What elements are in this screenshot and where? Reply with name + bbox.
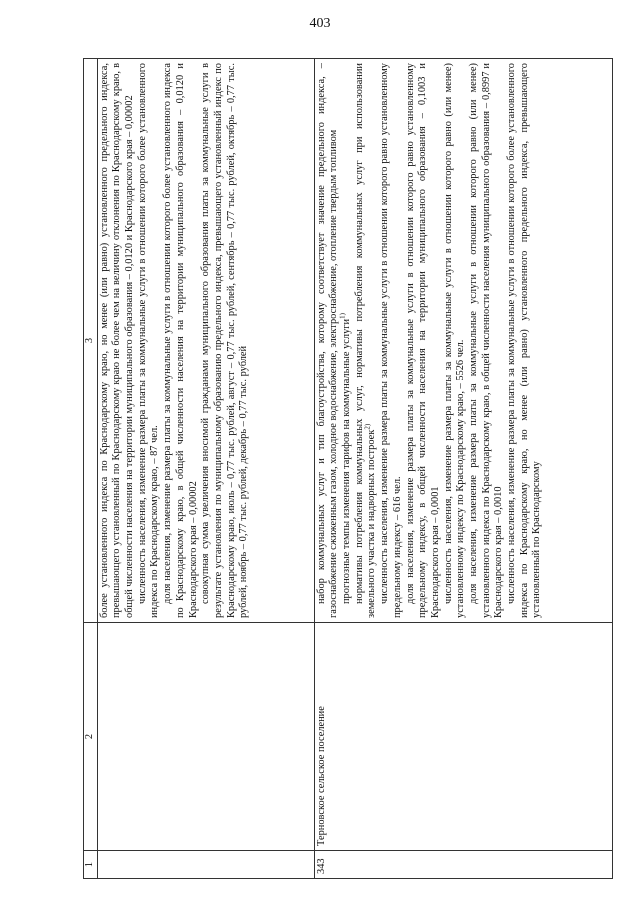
description-cell	[97, 59, 314, 623]
municipality-cell	[97, 623, 314, 851]
paragraph: совокупная сумма увеличения вносимой гражданами муниципального образования платы за коммунальные услуги в результате установления по муниципальному образованию предельного индекса, превышающего установленный индекс по Краснодарскому краю, июль – 0,77 тыс. рублей, август – 0,77 тыс. рублей, сентябрь – 0,77 тыс. рублей, октябрь – 0,77 тыс. рублей, ноябрь – 0,77 тыс. рублей, декабрь – 0,77 тыс. рублей	[200, 63, 250, 618]
row-number-cell: 343	[314, 851, 612, 879]
paragraph	[338, 63, 354, 618]
paragraph-text: прогнозные темпы изменения тарифов на коммунальные услуги	[341, 318, 353, 604]
table-header-row	[84, 59, 98, 879]
table-row	[314, 59, 612, 879]
paragraph: численность населения, изменение размера платы за коммунальные услуги в отношении которого равно (или менее) установленному индексу по Краснодарскому краю, – 5526 чел.	[442, 63, 467, 618]
description-cell	[314, 59, 612, 623]
header-cell-2: 2	[84, 623, 98, 851]
paragraph: доля населения, изменение размера платы за коммунальные услуги в отношении которого более установленного индекса по Краснодарскому краю, в общей численности населения на территории муниципального образования – 0,0120 и Краснодарского края – 0,00002	[162, 63, 199, 618]
rotated-table-content	[83, 59, 613, 879]
header-cell-1: 1	[84, 851, 98, 879]
paragraph: доля населения, изменение размера платы за коммунальные услуги в отношении которого равно (или менее) установленного индекса по Краснодарскому краю, в общей численности населения муниципального образования – 0,8997 и Краснодарского края – 0,0010	[467, 63, 505, 618]
row-number-cell	[97, 851, 314, 879]
footnote-marker: 1)	[338, 313, 347, 319]
footnote-marker: 2)	[363, 423, 372, 430]
municipality-cell: Терновское сельское поселение	[314, 623, 612, 851]
paragraph: численность населения, изменение размера платы за коммунальные услуги в отношении которого более установленного индекса по Краснодарскому краю, – 87 чел.	[136, 63, 161, 618]
table-row	[97, 59, 314, 879]
data-table	[83, 58, 613, 879]
paragraph-text: нормативы потребления коммунальных услуг, нормативы потребления коммунальных услуг при использовании земельного участка и надворных построек	[353, 63, 378, 618]
paragraph: доля населения, изменение размера платы за коммунальные услуги в отношении которого равно установленному предельному индексу, в общей численности населения на территории муниципального образования – 0,1003 и Краснодарского края – 0,0001	[404, 63, 441, 618]
paragraph: численность населения, изменение размера платы за коммунальные услуги в отношении которого более установленного индекса по Краснодарскому краю, но менее (или равно) установленного предельного индекса, превышающего установленный по Краснодарскому	[506, 63, 543, 618]
paragraph: численность населения, изменение размера платы за коммунальные услуги в отношении которого равно установленному предельному индексу – 616 чел.	[379, 63, 403, 618]
rotated-table-frame	[83, 59, 613, 879]
paragraph: набор коммунальных услуг и тип благоустройства, которому соответствует значение предельного индекса, – газоснабжение сжиженным газом, холодное водоснабжение, электроснабжение, отопление твердым топливом	[315, 63, 340, 618]
paragraph	[354, 63, 379, 618]
page-number: 403	[309, 16, 331, 31]
header-cell-3: 3	[84, 59, 98, 623]
paragraph: более установленного индекса по Краснодарскому краю, но менее (или равно) установленного предельного индекса, превышающего установленный по Краснодарскому краю не более чем на величину отклонения по Краснодарскому краю, в общей численности населения на территории муниципального образования – 0,0120 и Краснодарского края – 0,00002	[98, 63, 136, 618]
